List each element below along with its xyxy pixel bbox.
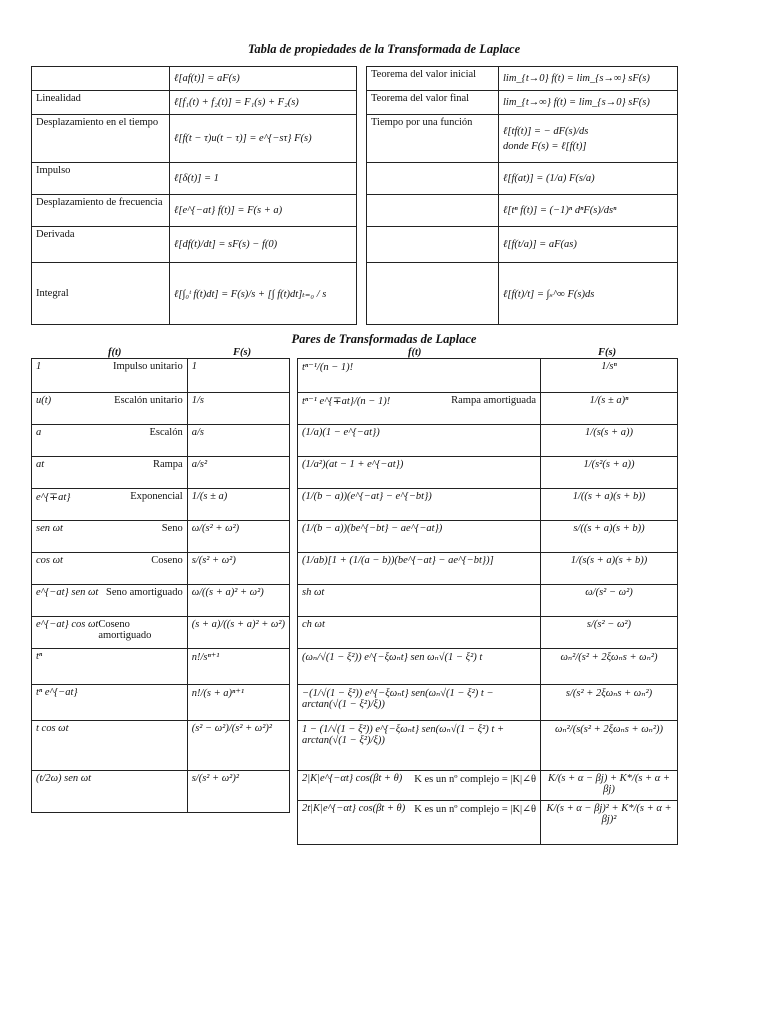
- laplace-transform: s/(s² + 2ξωₙs + ωₙ²): [541, 685, 678, 721]
- laplace-transform: ω/(s² − ω²): [541, 585, 678, 617]
- time-function: (t/2ω) sen ωt: [36, 773, 92, 784]
- transform-pair-row: [298, 801, 678, 845]
- pairs-left-header-Fs: F(s): [233, 347, 252, 358]
- transform-pair-row: [32, 521, 290, 553]
- pairs-right-table: [297, 358, 678, 845]
- formula-line: ℓ[tf(t)] = − dF(s)/ds: [503, 125, 589, 137]
- transform-pair-row: [32, 771, 290, 813]
- time-function-cell: [298, 617, 541, 649]
- property-formula: [499, 227, 678, 263]
- property-row: [32, 227, 357, 263]
- time-function: ch ωt: [302, 619, 325, 630]
- pairs-left-header-ft: f(t): [108, 347, 122, 358]
- property-formula: ℓ[∫₀ᵗ f(t)dt] = F(s)/s + [∫ f(t)dt]ₜ₌₀ / s: [170, 263, 357, 325]
- time-function: (ωₙ/√(1 − ξ²)) e^{−ξωₙt} sen ωₙ√(1 − ξ²) t: [302, 652, 483, 663]
- formula-line: ℓ[f(at)] = (1/a) F(s/a): [503, 173, 595, 184]
- time-function-cell: [298, 801, 541, 845]
- time-function-wrap: [302, 555, 536, 566]
- time-function-wrap: [36, 427, 183, 438]
- transform-pair-row: [298, 521, 678, 553]
- time-function-cell: [32, 585, 188, 617]
- time-function-wrap: [302, 523, 536, 534]
- time-function: tⁿ e^{−at}: [36, 687, 78, 698]
- time-function: sh ωt: [302, 587, 325, 598]
- property-row: [367, 195, 678, 227]
- time-function: −(1/√(1 − ξ²)) e^{−ξωₙt} sen(ωₙ√(1 − ξ²) t − arctan(√(1 − ξ²)/ξ)): [302, 688, 494, 710]
- property-name: Desplazamiento de frecuencia: [32, 195, 170, 227]
- transform-pair-row: [32, 585, 290, 617]
- time-function-cell: [32, 771, 188, 813]
- time-function: a: [36, 427, 42, 438]
- laplace-transform: 1/(s(s + a)(s + b)): [541, 553, 678, 585]
- laplace-transform: ωₙ²/(s² + 2ξωₙs + ωₙ²): [541, 649, 678, 685]
- transform-pair-row: [298, 393, 678, 425]
- time-function-wrap: [36, 773, 183, 784]
- pairs-title: Pares de Transformadas de Laplace: [291, 332, 477, 346]
- laplace-transform: s/(s² + ω²): [187, 553, 289, 585]
- transform-pair-row: [32, 649, 290, 685]
- time-function-wrap: [302, 587, 536, 598]
- time-function-wrap: [302, 491, 536, 502]
- laplace-transform: ω/((s + a)² + ω²): [187, 585, 289, 617]
- time-function-wrap: [36, 523, 183, 534]
- pairs-right-header-Fs: F(s): [598, 347, 617, 358]
- time-function: 2t|K|e^{−αt} cos(βt + θ): [302, 803, 406, 814]
- laplace-transform: a/s: [187, 425, 289, 457]
- property-formula: ℓ[e^{−at} f(t)] = F(s + a): [170, 195, 357, 227]
- property-name: Derivada: [32, 227, 170, 263]
- transform-pair-row: [32, 721, 290, 771]
- property-name: Impulso: [32, 163, 170, 195]
- time-function-cell: [32, 425, 188, 457]
- laplace-transform: 1/sⁿ: [541, 359, 678, 393]
- time-function-wrap: [302, 687, 536, 710]
- laplace-transform: 1: [187, 359, 289, 393]
- laplace-transform: (s² − ω²)/(s² + ω²)²: [187, 721, 289, 771]
- transform-pair-row: [32, 425, 290, 457]
- time-function-cell: [32, 617, 188, 649]
- time-function: e^{−at} sen ωt: [36, 587, 99, 598]
- pairs-left-table: [31, 358, 290, 813]
- properties-right-table: [366, 66, 678, 325]
- time-function: tⁿ⁻¹/(n − 1)!: [302, 362, 354, 373]
- time-function: tⁿ⁻¹ e^{∓at}/(n − 1)!: [302, 396, 391, 407]
- laplace-transform: n!/(s + a)ⁿ⁺¹: [187, 685, 289, 721]
- transform-pair-row: [298, 359, 678, 393]
- property-row: [32, 91, 357, 115]
- time-function-wrap: [302, 651, 536, 663]
- time-function-cell: [298, 457, 541, 489]
- laplace-transform: 1/((s + a)(s + b)): [541, 489, 678, 521]
- property-name: [367, 227, 499, 263]
- time-function: 2|K|e^{−αt} cos(βt + θ): [302, 773, 403, 784]
- property-formula: [499, 195, 678, 227]
- time-function-cell: [298, 359, 541, 393]
- laplace-transform: K/(s + α − βj)² + K*/(s + α + βj)²: [541, 801, 678, 845]
- laplace-transform: n!/sⁿ⁺¹: [187, 649, 289, 685]
- time-function: cos ωt: [36, 555, 63, 566]
- time-function-wrap: [302, 395, 536, 407]
- time-function: tⁿ: [36, 651, 43, 662]
- time-function-cell: [32, 553, 188, 585]
- property-name: Integral: [32, 263, 170, 325]
- time-function: e^{−at} cos ωt: [36, 619, 99, 630]
- transform-pair-row: [32, 359, 290, 393]
- time-function-cell: [32, 685, 188, 721]
- property-row: [367, 163, 678, 195]
- transform-pair-row: [298, 685, 678, 721]
- pair-label: Escalón unitario: [114, 395, 183, 406]
- time-function-cell: [32, 489, 188, 521]
- time-function: u(t): [36, 395, 52, 406]
- time-function: (1/(b − a))(be^{−bt} − ae^{−at}): [302, 523, 443, 534]
- property-row: [32, 115, 357, 163]
- time-function-cell: [32, 521, 188, 553]
- time-function: e^{∓at}: [36, 492, 71, 503]
- time-function-cell: [298, 553, 541, 585]
- time-function-cell: [298, 425, 541, 457]
- time-function-cell: [298, 393, 541, 425]
- time-function-wrap: [36, 651, 183, 662]
- transform-pair-row: [32, 685, 290, 721]
- time-function-wrap: [302, 619, 536, 630]
- time-function-wrap: [36, 395, 183, 406]
- property-formula: [499, 91, 678, 115]
- time-function-wrap: [302, 361, 536, 373]
- time-function-wrap: [36, 587, 183, 598]
- property-row: [367, 91, 678, 115]
- property-name: Desplazamiento en el tiempo: [32, 115, 170, 163]
- time-function-wrap: [36, 723, 183, 734]
- time-function-wrap: [36, 459, 183, 470]
- transform-pair-row: [298, 489, 678, 521]
- laplace-transform: s/(s² − ω²): [541, 617, 678, 649]
- time-function-wrap: [302, 723, 536, 746]
- pair-label: Coseno amortiguado: [98, 619, 152, 641]
- property-row: [32, 195, 357, 227]
- property-formula: ℓ[f₁(t) + f₂(t)] = F₁(s) + F₂(s): [170, 91, 357, 115]
- time-function-wrap: [302, 427, 536, 438]
- formula-line: ℓ[f(t)/t] = ∫ₛ^∞ F(s)ds: [503, 288, 595, 300]
- transform-pair-row: [32, 393, 290, 425]
- transform-pair-row: [298, 649, 678, 685]
- transform-pair-row: [298, 721, 678, 771]
- time-function-wrap: [36, 687, 183, 698]
- transform-pair-row: [298, 771, 678, 801]
- property-name: [367, 195, 499, 227]
- transform-pair-row: [298, 617, 678, 649]
- time-function-cell: [298, 521, 541, 553]
- time-function-wrap: [302, 773, 536, 785]
- transform-pair-row: [32, 553, 290, 585]
- time-function-wrap: [302, 459, 536, 470]
- property-row: [367, 115, 678, 163]
- property-row: [367, 227, 678, 263]
- time-function-cell: [298, 585, 541, 617]
- pair-label: Escalón: [149, 427, 183, 438]
- property-formula: [499, 67, 678, 91]
- transform-pair-row: [298, 585, 678, 617]
- time-function-cell: [298, 489, 541, 521]
- laplace-transform: 1/(s ± a): [187, 489, 289, 521]
- pair-label: K es un nº complejo = |K|∠θ: [414, 774, 536, 785]
- time-function: t cos ωt: [36, 723, 69, 734]
- properties-title: Tabla de propiedades de la Transformada de Laplace: [247, 42, 521, 56]
- pair-label: Seno amortiguado: [106, 587, 183, 598]
- transform-pair-row: [32, 457, 290, 489]
- transform-pair-row: [298, 553, 678, 585]
- property-name: Tiempo por una función: [367, 115, 499, 163]
- property-formula: ℓ[af(t)] = aF(s): [170, 67, 357, 91]
- time-function-cell: [298, 721, 541, 771]
- property-name: [367, 263, 499, 325]
- property-name: [367, 163, 499, 195]
- laplace-transform: ωₙ²/(s(s² + 2ξωₙs + ωₙ²)): [541, 721, 678, 771]
- time-function-cell: [298, 685, 541, 721]
- property-row: [32, 163, 357, 195]
- time-function-cell: [32, 721, 188, 771]
- laplace-transform: 1/(s²(s + a)): [541, 457, 678, 489]
- time-function: sen ωt: [36, 523, 63, 534]
- formula-line: lim_{t→0} f(t) = lim_{s→∞} sF(s): [503, 73, 650, 84]
- transform-pair-row: [32, 489, 290, 521]
- properties-left-table: [31, 66, 357, 325]
- formula-line: ℓ[tⁿ f(t)] = (−1)ⁿ dⁿF(s)/dsⁿ: [503, 205, 617, 216]
- property-name: Linealidad: [32, 91, 170, 115]
- laplace-transform: (s + a)/((s + a)² + ω²): [187, 617, 289, 649]
- pair-label: Rampa: [152, 459, 183, 470]
- property-formula: ℓ[f(t − τ)u(t − τ)] = e^{−sτ} F(s): [170, 115, 357, 163]
- transform-pair-row: [32, 617, 290, 649]
- pair-label: Exponencial: [130, 491, 183, 502]
- time-function-cell: [32, 649, 188, 685]
- time-function-cell: [298, 771, 541, 801]
- time-function: (1/(b − a))(e^{−at} − e^{−bt}): [302, 491, 432, 502]
- property-formula: [499, 163, 678, 195]
- transform-pair-row: [298, 425, 678, 457]
- pair-label: K es un nº complejo = |K|∠θ: [414, 804, 536, 815]
- pairs-right-header-ft: f(t): [408, 347, 422, 358]
- pair-label: Rampa amortiguada: [451, 395, 536, 406]
- formula-line: lim_{t→∞} f(t) = lim_{s→0} sF(s): [503, 97, 650, 108]
- property-formula: [499, 263, 678, 325]
- laplace-transform: 1/(s ± a)ⁿ: [541, 393, 678, 425]
- time-function: (1/a)(1 − e^{−at}): [302, 427, 380, 438]
- time-function-cell: [298, 649, 541, 685]
- time-function: 1 − (1/√(1 − ξ²)) e^{−ξωₙt} sen(ωₙ√(1 − ξ²) t + arctan(√(1 − ξ²)/ξ)): [302, 724, 505, 746]
- time-function-wrap: [302, 803, 536, 815]
- laplace-transform: K/(s + α − βj) + K*/(s + α + βj): [541, 771, 678, 801]
- property-name: [32, 67, 170, 91]
- pair-label: Seno: [161, 523, 183, 534]
- time-function-cell: [32, 457, 188, 489]
- laplace-transform: a/s²: [187, 457, 289, 489]
- property-formula: ℓ[δ(t)] = 1: [170, 163, 357, 195]
- time-function-cell: [32, 359, 188, 393]
- time-function: (1/a²)(at − 1 + e^{−at}): [302, 459, 404, 470]
- property-row: [367, 263, 678, 325]
- laplace-transform: s/((s + a)(s + b)): [541, 521, 678, 553]
- property-name: Teorema del valor inicial: [367, 67, 499, 91]
- time-function: at: [36, 459, 45, 470]
- formula-definition: donde F(s) = ℓ[f(t)]: [503, 140, 587, 152]
- property-row: [367, 67, 678, 91]
- laplace-transform: 1/s: [187, 393, 289, 425]
- property-formula: [499, 115, 678, 163]
- property-row: [32, 67, 357, 91]
- time-function-wrap: [36, 491, 183, 503]
- pair-label: Coseno: [151, 555, 183, 566]
- time-function-cell: [32, 393, 188, 425]
- property-formula: ℓ[df(t)/dt] = sF(s) − f(0): [170, 227, 357, 263]
- transform-pair-row: [298, 457, 678, 489]
- property-row: [32, 263, 357, 325]
- time-function: (1/ab)[1 + (1/(a − b))(be^{−at} − ae^{−bt})]: [302, 555, 494, 566]
- time-function-wrap: [36, 555, 183, 566]
- time-function: 1: [36, 361, 42, 372]
- pair-label: Impulso unitario: [113, 361, 183, 372]
- laplace-transform: ω/(s² + ω²): [187, 521, 289, 553]
- laplace-transform: 1/(s(s + a)): [541, 425, 678, 457]
- property-name: Teorema del valor final: [367, 91, 499, 115]
- formula-line: ℓ[f(t/a)] = aF(as): [503, 239, 577, 250]
- time-function-wrap: [36, 361, 183, 372]
- laplace-transform: s/(s² + ω²)²: [187, 771, 289, 813]
- time-function-wrap: [36, 619, 183, 641]
